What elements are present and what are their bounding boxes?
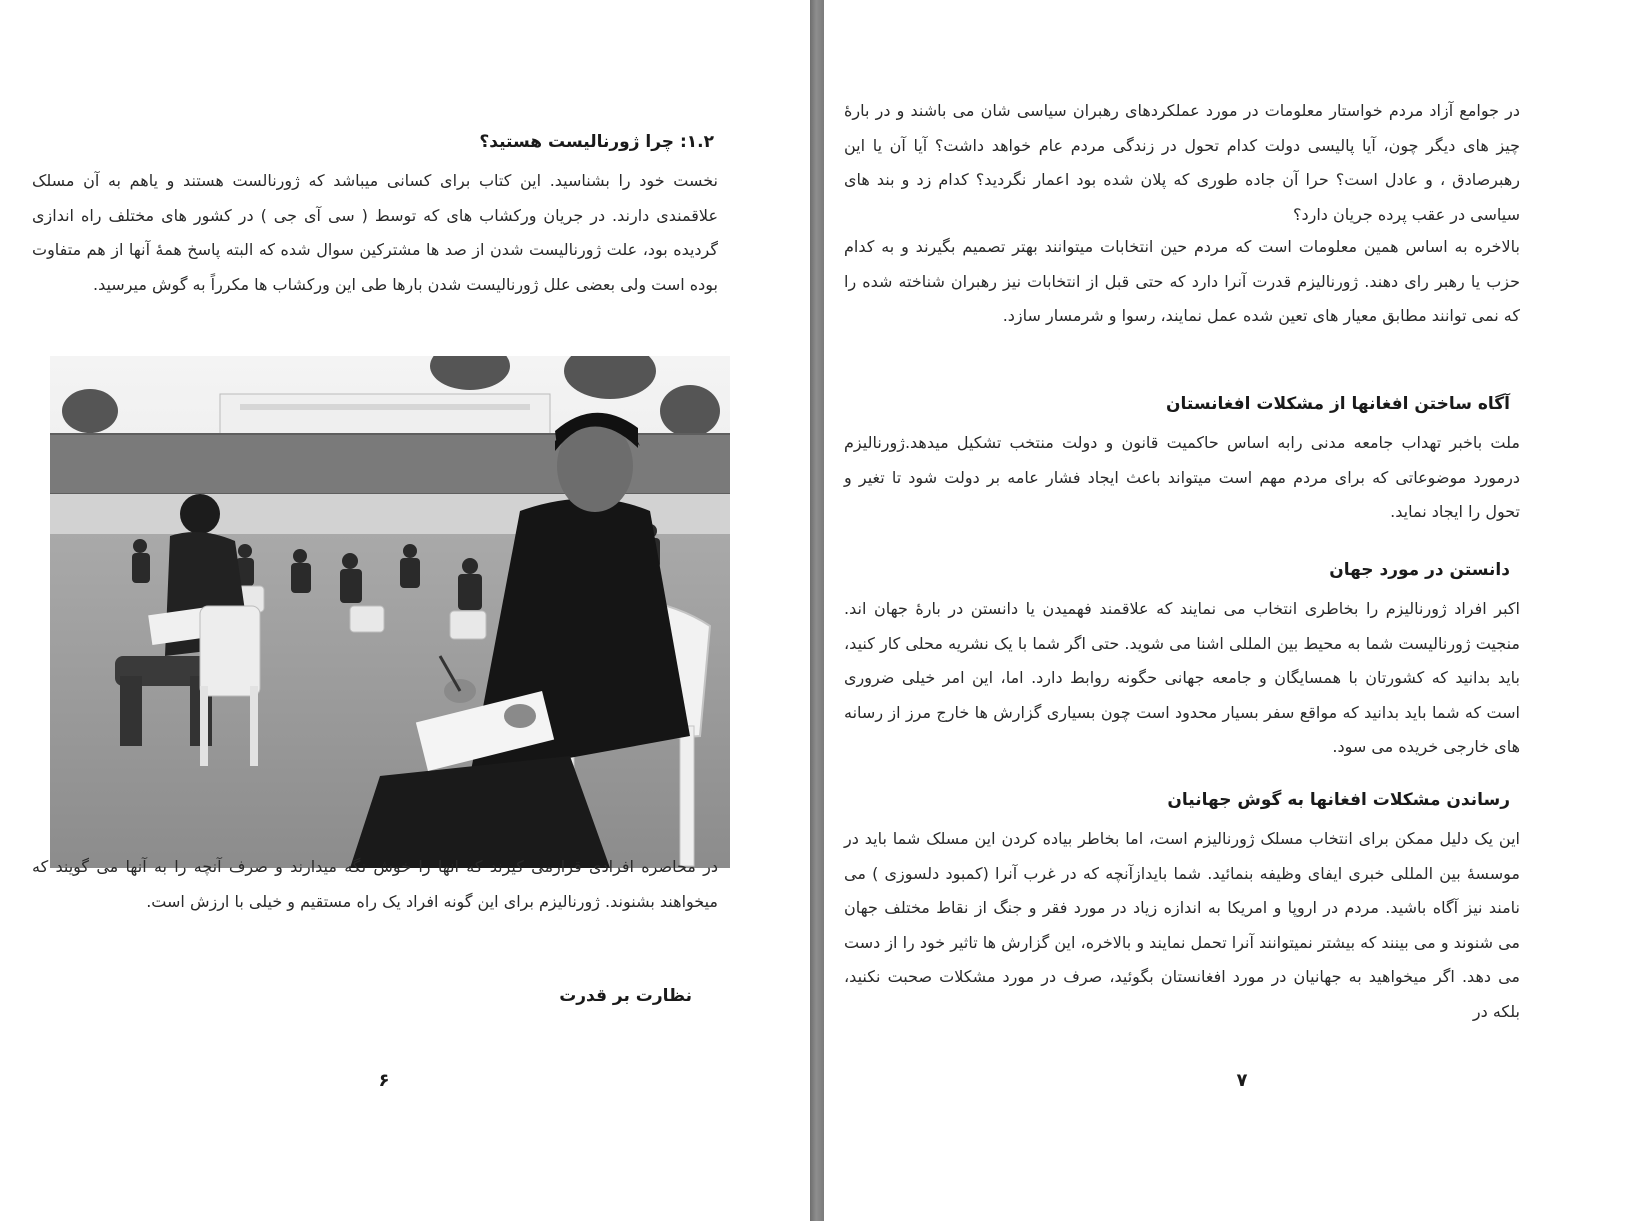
intro2-paragraph-right: بالاخره به اساس همین معلومات است که مردم حین انتخابات میتوانند بهتر تصمیم بگیرند و به کدام حزب یا رهبر رای دهند. ژورنالیزم قدرت آنرا دارد که حتی قبل از انتخابات نیز رهبران شناخته شده را که نمی توانند مطابق معیار های تعین شده عمل نمایند، رسوا و شرمسار سازد. [844,237,1520,325]
section-heading-knowing-world: دانستن در مورد جهان [1329,560,1510,580]
page-number-right: ۷ [1236,1070,1248,1091]
subheading-oversight: نظارت بر قدرت [559,986,692,1006]
caption-paragraph: در محاصره افرادی قرارمی کیرند که انها را خوش نگه میدارند و صرف آنچه را به آنها می گویند که میخواهند بشنوند. ژورنالیزم برای این گونه افراد یک راه مستقیم و خیلی با ارزش است. [32,857,718,911]
section2-paragraph: اکبر افراد ژورنالیزم را بخاطری انتخاب می نمایند که علاقمند فهمیدن یا دانستن در بارهٔ جهان اند. منجیت ژورنالیست شما به محیط بین المللی اشنا می شوید. حتی اگر شما با یک نشریه محلی کار کنید، باید بدانید که کشورتان با همسایگان و جامعه جهانی حگونه روابط دارد. اما، این امر خیلی ضروری است که شما باید بدانید که مواقع سفر بسیار محدود است چون بسیاری گزارش ها خارج مرز از رسانه های خارجی خریده می سود. [844,599,1520,756]
section3-paragraph: این یک دلیل ممکن برای انتخاب مسلک ژورنالیزم است، اما بخاطر بیاده کردن این مسلک شما باید در موسسهٔ بین المللی خبری ایفای وظیفه بنمائید. شما بایدازآنچه که در غرب آنرا (کمبود دلسوزی ) می نامند نیز آگاه باشید. مردم در اروپا و امریکا به اندازه زیاد در مورد فقر و جنگ از نقاط مختلف جهان می شنوند و می بینند که بیشتر نمیتوانند آنرا تحمل نمایند و بالاخره، این گزارش ها تاثیر خود را از دست می دهد. اگر میخواهید به جهانیان در مورد افغانستان بگوئید، صرف در مورد مشکلات صحبت نکنید، بلکه در [844,829,1520,1021]
page-left [0,0,810,1221]
section-heading-informing-afghans: آگاه ساختن افغانها از مشکلات افغانستان [1165,394,1510,414]
page-number-left: ۶ [378,1070,390,1091]
section-heading-world-ears: رساندن مشکلات افغانها به گوش جهانیان [1167,790,1510,810]
book-gutter [810,0,824,1221]
intro-paragraph: نخست خود را بشناسید. این کتاب برای کسانی میباشد که ژورنالست هستند و یاهم به آن مسلک علاقمندی دارند. در جریان ورکشاب های که توسط ( سی آی جی ) در کشور های مختلف راه اندازی گردیده بود، علت ژورنالیست شدن از صد ها مشترکین سوال شده که البته پاسخ همهٔ آنها از هم متفاوت بوده است ولی بعضی علل ژورنالیست شدن بارها طی این ورکشاب ها مکرراً به گوش میرسید. [32,171,718,294]
section1-paragraph: ملت باخبر تهداب جامعه مدنی رابه اساس حاکمیت قانون و دولت منتخب تشکیل میدهد.ژورنالیزم درمورد موضوعاتی که برای مردم مهم است میتواند باعث ایجاد فشار عامه بر دولت شود تا تغیر و تحول را ایجاد نماید. [844,433,1520,521]
section-heading-why-journalist: ۱.۲: چرا ژورنالیست هستید؟ [479,132,714,152]
intro-paragraph-right: در جوامع آزاد مردم خواستار معلومات در مورد عملکردهای رهبران سیاسی شان می باشند و در بارهٔ چیز های دیگر چون، آیا پالیسی دولت کدام تحول در زندگی مردم عام خواهد داشت؟ آیا آن یا این رهبرصادق ، و عادل است؟ حرا آن جاده طوری که پلان شده بود اعمار نگردید؟ کدام زد و بند های سیاسی در عقب پرده جریان دارد؟ [844,101,1520,224]
exam-photo [50,356,730,868]
page-right [824,0,1630,1221]
